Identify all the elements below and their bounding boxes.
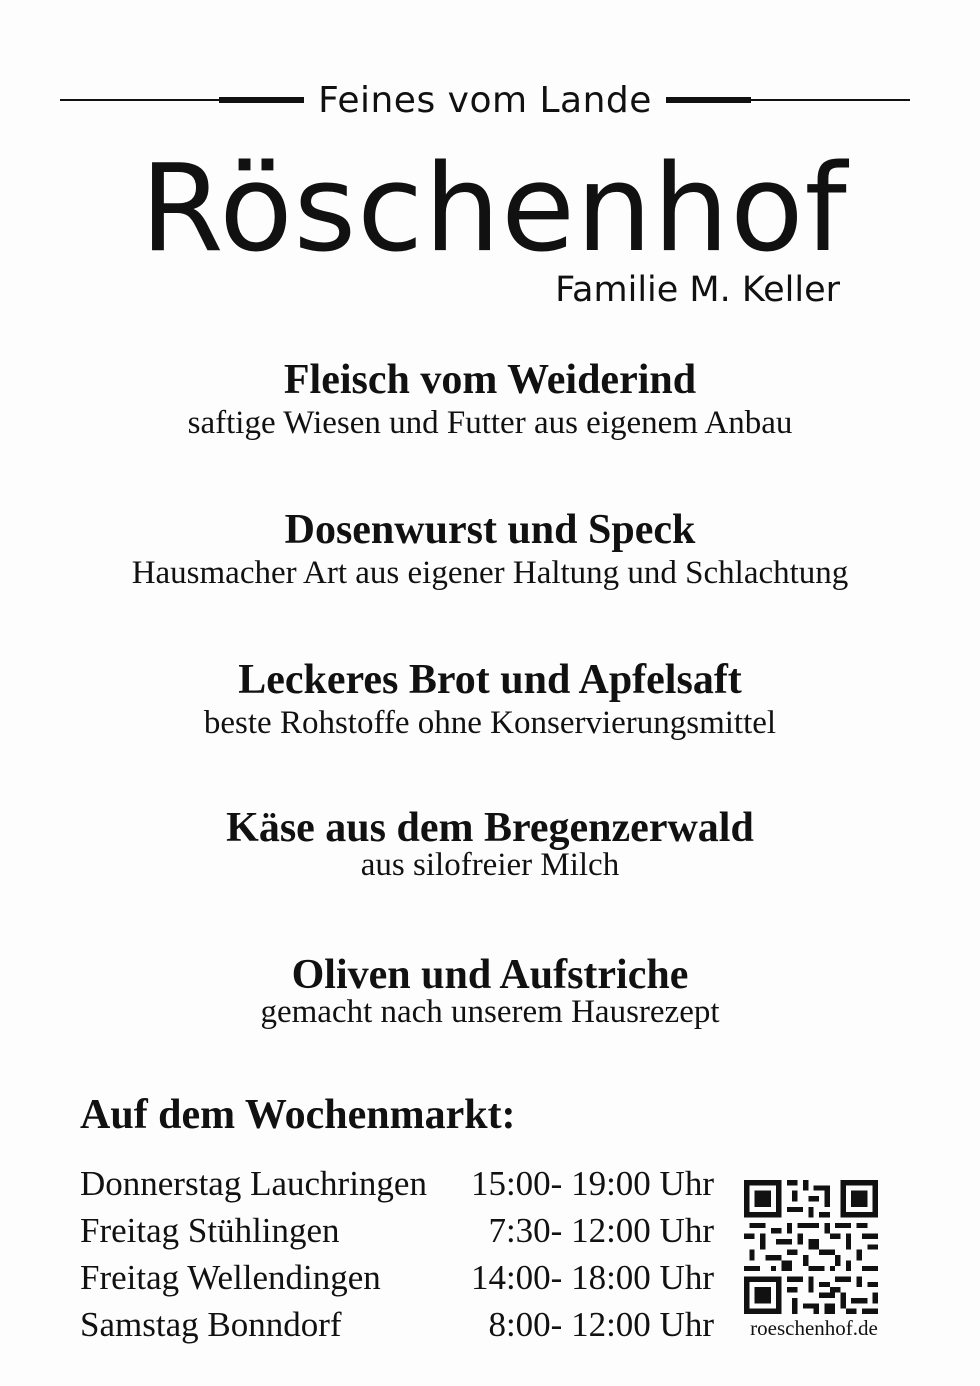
schedule-row <box>80 1301 720 1348</box>
schedule-place: Freitag Wellendingen <box>80 1258 381 1297</box>
market-heading: Auf dem Wochenmarkt: <box>80 1092 516 1138</box>
product-item <box>0 804 980 884</box>
product-item <box>0 656 980 742</box>
schedule-row <box>80 1160 720 1207</box>
product-description: beste Rohstoffe ohne Konservierungsmittel <box>203 705 777 741</box>
product-title: Käse aus dem Bregenzerwald <box>226 805 754 851</box>
product-description: Hausmacher Art aus eigener Haltung und Schlachtung <box>131 555 849 591</box>
product-title: Dosenwurst und Speck <box>284 507 696 553</box>
qr-code-icon[interactable] <box>744 1180 878 1314</box>
schedule-time: 15:00- 19:00 Uhr <box>470 1164 714 1203</box>
brand-name: Röschenhof <box>140 140 848 279</box>
product-title: Fleisch vom Weiderind <box>283 357 697 403</box>
product-description: gemacht nach unserem Hausrezept <box>260 994 720 1030</box>
schedule-time: 8:00- 12:00 Uhr <box>488 1305 714 1344</box>
schedule-row <box>80 1254 720 1301</box>
product-item <box>0 951 980 1031</box>
schedule-place: Donnerstag Lauchringen <box>80 1164 427 1203</box>
product-description: saftige Wiesen und Futter aus eigenem Anbau <box>187 405 793 441</box>
product-title: Leckeres Brot und Apfelsaft <box>238 657 742 703</box>
tagline: Feines vom Lande <box>318 79 652 121</box>
product-title: Oliven und Aufstriche <box>291 952 689 998</box>
website-url[interactable]: roeschenhof.de <box>750 1316 878 1340</box>
schedule-place: Freitag Stühlingen <box>80 1211 340 1250</box>
schedule-row <box>80 1207 720 1254</box>
qr-block <box>744 1180 880 1341</box>
tagline-row <box>60 78 910 122</box>
product-item <box>0 506 980 592</box>
schedule-time: 7:30- 12:00 Uhr <box>488 1211 714 1250</box>
schedule-time: 14:00- 18:00 Uhr <box>470 1258 714 1297</box>
market-schedule <box>80 1160 720 1348</box>
schedule-place: Samstag Bonndorf <box>80 1305 342 1344</box>
product-item <box>0 356 980 442</box>
family-name: Familie M. Keller <box>555 270 840 310</box>
product-description: aus silofreier Milch <box>360 847 620 883</box>
